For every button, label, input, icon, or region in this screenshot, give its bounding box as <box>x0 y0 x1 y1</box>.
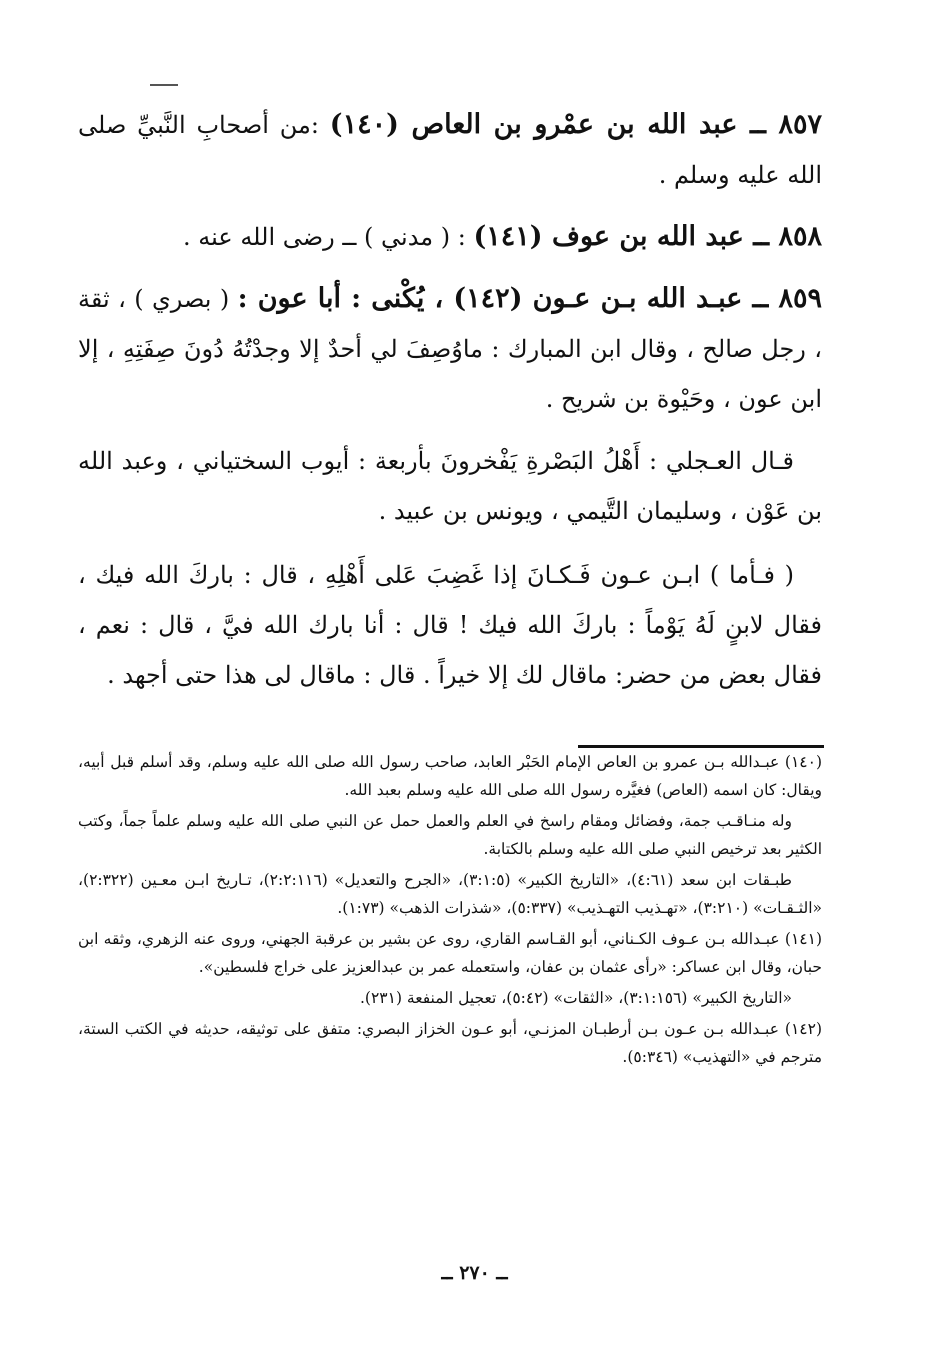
footnote-141-sources: «التاريخ الكبير» (٣:١:١٥٦)، «الثقات» (٥:٤٢)، تعجيل المنفعة (٢٣١). <box>359 989 792 1007</box>
entry-body: : ( مدني ) ــ رضى الله عنه . <box>183 223 474 251</box>
paragraph-ibn-awn: ( فـأما ) ابـن عـون فَـكـانَ إذا غَضِبَ عَلى أَهْلِهِ ، قال : باركَ الله فيك ، فقال لابنٍ لَهُ يَوْماً : باركَ الله فيك ! قال : أنا بارك الله فيَّ ، قال : نعم ، فقال بعض من حضر: ماقال لك إلا خيراً . قال : ماقال لى هذا حتى أجهد . <box>78 561 822 689</box>
entry-heading: ٨٥٩ ــ عبـد الله بـن عـون (١٤٢) ، يُكْنى : أبا عون : <box>237 283 822 314</box>
footnote-140-sources: طبـقات ابن سعد (٤:٦١)، «التاريخ الكبير» (٣:١:٥)، «الجرح والتعديل» (٢:٢:١١٦)، تـاريخ ابـن معـين (٢:٣٢٢)، «الثـقـات» (٣:٢١٠)، «تهـذيب التهـذيب» (٥:٣٣٧)، «شذرات الذهب» (١:٧٣). <box>78 871 822 917</box>
page-number: ــ ٢٧٠ ــ <box>441 1262 508 1284</box>
entry-858 <box>78 212 822 262</box>
main-text <box>78 100 822 714</box>
entry-body: :من أصحابِ النَّبيِّ صلى الله عليه وسلم . <box>78 111 822 189</box>
top-margin-mark <box>150 84 178 86</box>
footnote-142: (١٤٢) عبـدالله بـن عـون بـن أرطبـان المزنـي، أبو عـون الخزاز البصري: متفق على توثيقه، حديثه في الكتب الستة، مترجم في «التهذيب» (٥:٣٤٦). <box>78 1020 822 1066</box>
footnote-141: (١٤١) عبـدالله بـن عـوف الكـناني، أبو القـاسم القاري، روى عن بشير بن عرقبة الجهني، وروى عنه الزهري، وثقه ابن حبان، وقال ابن عساكر: «رأى عثمان بن عفان، واستعمله عمر بن عبدالعزيز على خراج فلسطين». <box>78 930 822 976</box>
entry-heading: ٨٥٨ ــ عبد الله بن عوف (١٤١) <box>473 221 822 252</box>
entry-heading: ٨٥٧ ــ عبد الله بن عمْرو بن العاص (١٤٠) <box>329 109 822 140</box>
entry-859 <box>78 274 822 424</box>
paragraph-ajli: قـال العـجلي : أَهْلُ البَصْرةِ يَفْخرونَ بأربعة : أيوب السختياني ، وعبد الله بن عَوْن ، وسليمان التَّيمي ، ويونس بن عبيد . <box>78 447 822 525</box>
entry-857 <box>78 100 822 200</box>
footnote-140-merits: وله منـاقـب جمة، وفضائل ومقام راسخ في العلم والعمل حمل عن النبي صلى الله عليه وسلم علماً جماً، وكتب الكثير بعد ترخيص النبي صلى الله عليه وسلم بالكتابة. <box>78 812 822 858</box>
footnote-140: (١٤٠) عبـدالله بـن عمرو بن العاص الإمام الحَبْر العابد، صاحب رسول الله صلى الله عليه وسلم، وقد أسلم قبل أبيه، ويقال: كان اسمه (العاص) فغيَّره رسول الله صلى الله عليه وسلم بعبد الله. <box>78 753 822 799</box>
entry-body: ( بصري ) ، ثقة ، رجل صالح ، وقال ابن المبارك : ماوُصِفَ لي أحدٌ إلا وجدْتُهُ دُونَ صِفَتِهِ ، إلا ابن عون ، وحَيْوة بن شريح . <box>78 285 822 413</box>
footnotes <box>78 748 822 1074</box>
